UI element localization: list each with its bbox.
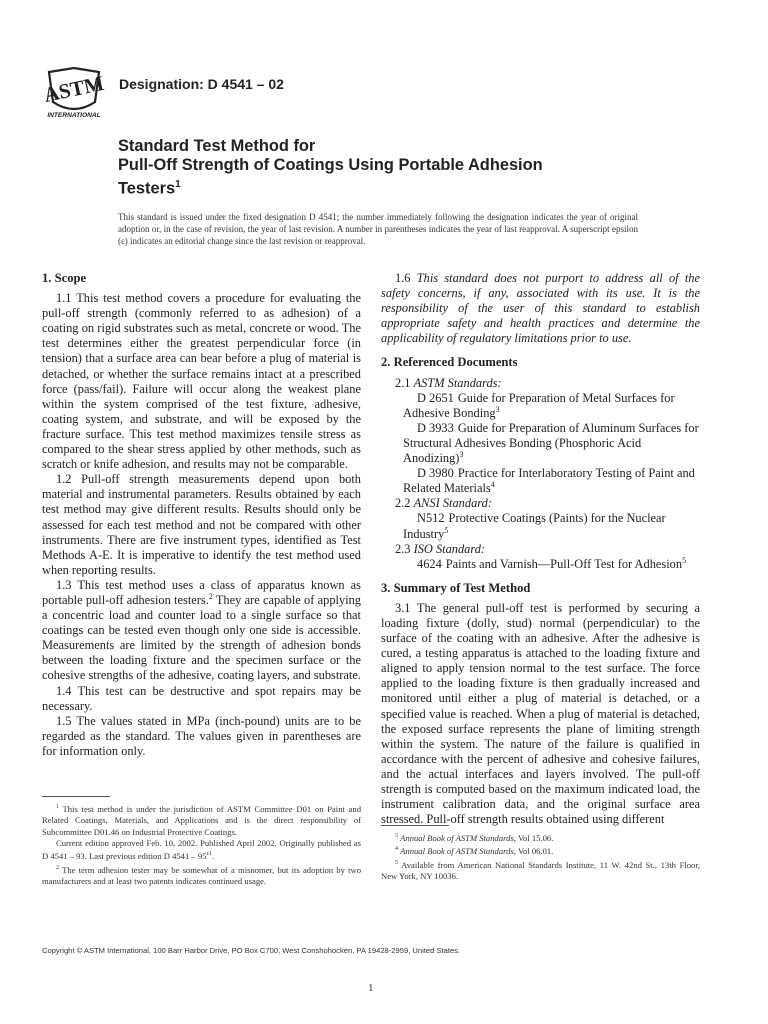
title-footnote-marker: 1	[175, 179, 181, 190]
paragraph-1-4: 1.4 This test can be destructive and spot repairs may be necessary.	[42, 683, 361, 713]
paragraph-1-5: 1.5 The values stated in MPa (inch-pound) units are to be regarded as the standard. The values given in parentheses are for information only.	[42, 713, 361, 758]
section-1-heading: 1. Scope	[42, 271, 87, 285]
paragraph-1-1: 1.1 This test method covers a procedure for evaluating the pull-off strength (commonly referred to as adhesion) of a coating on rigid substrates such as metal, concrete or wood. The test determines either the greatest perpendicular force (in tension) that a surface area can bear before a plug of material is detached, or whether the surface remains intact at a prescribed force (pass/fail). Failure will occur along the weakest plane within the system comprised of the test fixture, adhesive, coating system, and substrate, and will be exposed by the fracture surface. This test method maximizes tensile stress as compared to the shear stress applied by other methods, such as scratch or knife adhesion, and results may not be comparable.	[42, 291, 361, 472]
right-column	[381, 271, 700, 827]
left-column	[42, 271, 361, 759]
reference-d2651: D 2651 Guide for Preparation of Metal Surfaces for Adhesive Bonding$^3$	[403, 390, 675, 420]
designation: Designation: D 4541 – 02	[119, 76, 284, 92]
paragraph-1-3: 1.3 This test method uses a class of apparatus known as portable pull-off adhesion testers.$^2$ They are capable of applying a concentric load and counter load to a single surface so that coatings can be tested even though only one side is accessible. Measurements are limited by the strength of adhesion bonds between the loading fixture and the specimen surface or the cohesive strengths of the adhesive, coating layers, and substrate.	[42, 577, 361, 683]
footnote-4: $^4$ Annual Book of ASTM Standards, Vol 06.01.	[395, 846, 554, 857]
paragraph-1-2: 1.2 Pull-off strength measurements depend upon both material and instrumental parameters. Results obtained by each test method may give different results. Results should only be assessed for each test method and not be compared with other instruments. There are five instrument types, identified as Test Methods A-E. It is imperative to identify the test method used when reporting results.	[42, 472, 361, 577]
footnote-3: $^3$ Annual Book of ASTM Standards, Vol 15.06.	[395, 832, 554, 843]
reference-n512: N512 Protective Coatings (Paints) for the Nuclear Industry$^5$	[403, 511, 666, 541]
astm-logo	[35, 66, 113, 120]
footnote-1-edition: Current edition approved Feb. 10, 2002. Published April 2002. Originally published as D 4541 – 93. Last previous edition D $4541 - 95^{\varepsilon 1}$.	[42, 838, 361, 862]
section-3-heading: 3. Summary of Test Method	[381, 580, 531, 595]
footnotes-right	[381, 825, 700, 882]
footnote-2: $^2$ The term adhesion tester may be somewhat of a misnomer, but its adoption by two manufacturers and at least two patents indicates continued usage.	[42, 864, 361, 887]
logo-subtext: INTERNATIONAL	[47, 112, 101, 119]
logo-text: ASTM	[41, 70, 106, 108]
subsection-2-3: 2.3 ISO Standard:	[395, 541, 486, 556]
copyright-notice: Copyright © ASTM International, 100 Barr Harbor Drive, PO Box C700, West Conshohocken, PA 19428-2959, United States.	[42, 946, 461, 955]
document-title	[118, 137, 678, 198]
subsection-2-2: 2.2 ANSI Standard:	[395, 496, 492, 511]
footnote-5: $^5$ Available from American National Standards Institute, 11 W. 42nd St., 13th Floor, New York, NY 10036.	[381, 859, 700, 881]
section-2-heading: 2. Referenced Documents	[381, 355, 518, 370]
standard-notice: This standard is issued under the fixed designation D 4541; the number immediately following the designation indicates the year of original adoption or, in the case of revision, the year of last revision. A number in parentheses indicates the year of last reapproval. A superscript epsilon (ε) indicates an editorial change since the last revision or reapproval.	[118, 212, 638, 246]
title-line-2: Pull-Off Strength of Coatings Using Portable Adhesion	[118, 156, 543, 174]
page-number: 1	[368, 982, 374, 994]
reference-d3980: D 3980 Practice for Interlaboratory Testing of Paint and Related Materials$^4$	[403, 466, 695, 496]
footnote-rule	[381, 825, 449, 826]
paragraph-1-6: 1.6 This standard does not purport to address all of the safety concerns, if any, associated with its use. It is the responsibility of the user of this standard to establish appropriate safety and health practices and determine the applicability of regulatory limitations prior to use.	[381, 271, 700, 346]
paragraph-3-1: 3.1 The general pull-off test is performed by securing a loading fixture (dolly, stud) normal (perpendicular) to the surface of the coating with an adhesive. After the adhesive is cured, a testing apparatus is attached to the loading fixture and aligned to apply tension normal to the test surface. The force applied to the loading fixture is then gradually increased and monitored until either a plug of material is detached, or a specified value is reached. When a plug of material is detached, the exposed surface represents the plane of limiting strength within the system. The nature of the failure is qualified in accordance with the percent of adhesive and cohesive failures, and the actual interfaces and layers involved. The pull-off strength is computed based on the maximum indicated load, the instrument calibration data, and the original surface area stressed. Pull-off strength results obtained using different	[381, 600, 700, 827]
title-line-3: Testers	[118, 179, 176, 198]
reference-4624: 4624 Paints and Varnish—Pull-Off Test for Adhesion$^5$	[417, 555, 687, 571]
title-line-1: Standard Test Method for	[118, 137, 316, 155]
footnote-rule	[42, 796, 110, 797]
footnote-1: $^1$ This test method is under the jurisdiction of ASTM Committee D01 on Paint and Related Coatings, Materials, and Applications and is the direct responsibility of Subcommittee D01.46 on Industrial Protective Coatings.	[42, 803, 361, 837]
reference-d3933: D 3933 Guide for Preparation of Aluminum Surfaces for Structural Adhesives Bonding (Phosphoric Acid Anodizing)$^3$	[403, 420, 699, 466]
footnotes-left	[42, 796, 361, 887]
subsection-2-1: 2.1 ASTM Standards:	[395, 375, 502, 390]
